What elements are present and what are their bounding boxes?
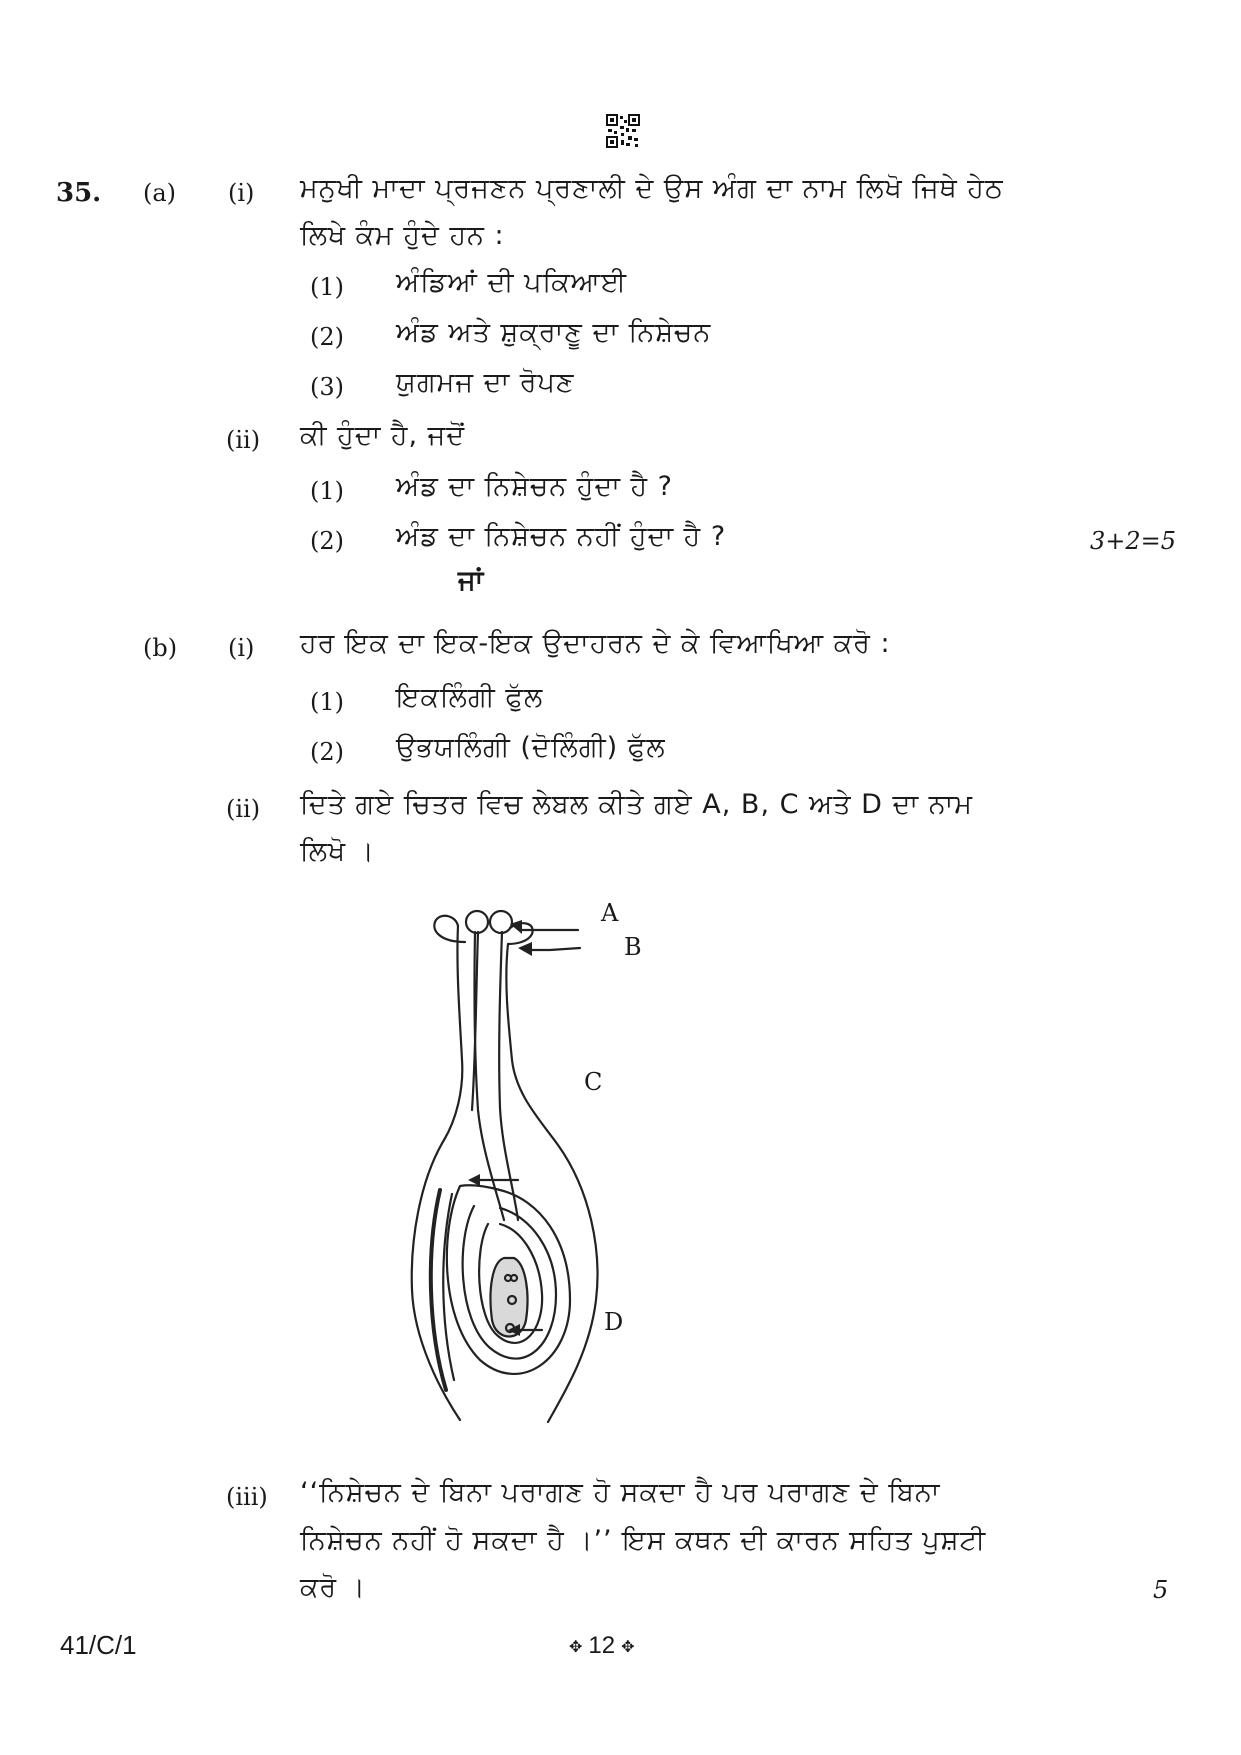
part-b-i-item-1-text: ਇਕਲਿੰਗੀ ਫੁੱਲ [396,682,544,713]
diagram-label-d: D [604,1308,624,1336]
qr-code-icon [606,114,640,148]
diagram-label-b: B [624,933,642,961]
part-a-i-text-line1: ਮਨੁਖੀ ਮਾਦਾ ਪ੍ਰਜਣਨ ਪ੍ਰਣਾਲੀ ਦੇ ਉਸ ਅੰਗ ਦਾ ਨਾਮ ਲਿਖੋ ਜਿਥੇ ਹੇਠ [300,173,1004,204]
part-a-i-item-1-num: (1) [310,273,344,301]
or-separator: ਜਾਂ [458,565,485,596]
part-a-i-label: (i) [228,179,255,207]
question-number: 35. [56,178,102,208]
page-ornament-left-icon: ✥ [569,1636,583,1656]
part-a-i-item-2-num: (2) [310,323,344,351]
part-a-label: (a) [143,179,177,207]
part-a-ii-item-1-num: (1) [310,477,344,505]
part-a-i-text-line2: ਲਿਖੇ ਕੰਮ ਹੁੰਦੇ ਹਨ : [300,220,505,251]
part-b-iii-text-line2: ਨਿਸ਼ੇਚਨ ਨਹੀਂ ਹੋ ਸਕਦਾ ਹੈ ।’’ ਇਸ ਕਥਨ ਦੀ ਕਾਰਨ ਸਹਿਤ ਪੁਸ਼ਟੀ [300,1525,987,1556]
part-a-ii-text: ਕੀ ਹੁੰਦਾ ਹੈ, ਜਦੋਂ [300,420,466,451]
part-a-ii-item-2-num: (2) [310,527,344,555]
part-b-i-item-2-text: ਉਭਯਲਿੰਗੀ (ਦੋਲਿੰਗੀ) ਫੁੱਲ [396,732,666,763]
part-a-i-item-3-text: ਯੁਗਮਜ ਦਾ ਰੋਪਣ [396,367,575,398]
part-b-i-label: (i) [228,634,255,662]
part-a-ii-item-1-text: ਅੰਡ ਦਾ ਨਿਸ਼ੇਚਨ ਹੁੰਦਾ ਹੈ ? [396,471,673,502]
diagram-label-a: A [601,899,619,927]
part-b-iii-text-line1: ‘‘ਨਿਸ਼ੇਚਨ ਦੇ ਬਿਨਾ ਪਰਾਗਣ ਹੋ ਸਕਦਾ ਹੈ ਪਰ ਪਰਾਗਣ ਦੇ ਬਿਨਾ [300,1477,941,1508]
part-a-i-item-2-text: ਅੰਡ ਅਤੇ ਸ਼ੁਕ੍ਰਾਣੂ ਦਾ ਨਿਸ਼ੇਚਨ [396,317,712,348]
page-number: 12 [588,1632,616,1659]
part-b-ii-text-line2: ਲਿਖੋ । [300,836,375,867]
part-b-ii-text-line1: ਦਿਤੇ ਗਏ ਚਿਤਰ ਵਿਚ ਲੇਬਲ ਕੀਤੇ ਗਏ A, B, C ਅਤੇ D ਦਾ ਨਾਮ [300,789,974,820]
part-b-marks: 5 [1153,1576,1169,1604]
part-b-i-item-2-num: (2) [310,738,344,766]
part-b-ii-label: (ii) [226,795,261,823]
part-b-i-item-1-num: (1) [310,688,344,716]
part-b-label: (b) [143,634,178,662]
part-a-marks: 3+2=5 [1090,527,1177,555]
paper-code: 41/C/1 [60,1630,137,1660]
page-number-group [569,1632,635,1660]
pistil-diagram [400,890,700,1440]
page-ornament-right-icon: ✥ [621,1636,635,1656]
part-a-i-item-3-num: (3) [310,373,344,401]
part-b-iii-label: (iii) [226,1483,268,1511]
part-a-ii-label: (ii) [226,426,261,454]
part-b-i-text: ਹਰ ਇਕ ਦਾ ਇਕ-ਇਕ ਉਦਾਹਰਨ ਦੇ ਕੇ ਵਿਆਖਿਆ ਕਰੋ : [300,628,891,659]
part-a-i-item-1-text: ਅੰਡਿਆਂ ਦੀ ਪਕਿਆਈ [396,267,628,298]
part-b-iii-text-line3: ਕਰੋ । [300,1572,366,1603]
diagram-label-c: C [584,1068,603,1096]
part-a-ii-item-2-text: ਅੰਡ ਦਾ ਨਿਸ਼ੇਚਨ ਨਹੀਂ ਹੁੰਦਾ ਹੈ ? [396,521,727,552]
